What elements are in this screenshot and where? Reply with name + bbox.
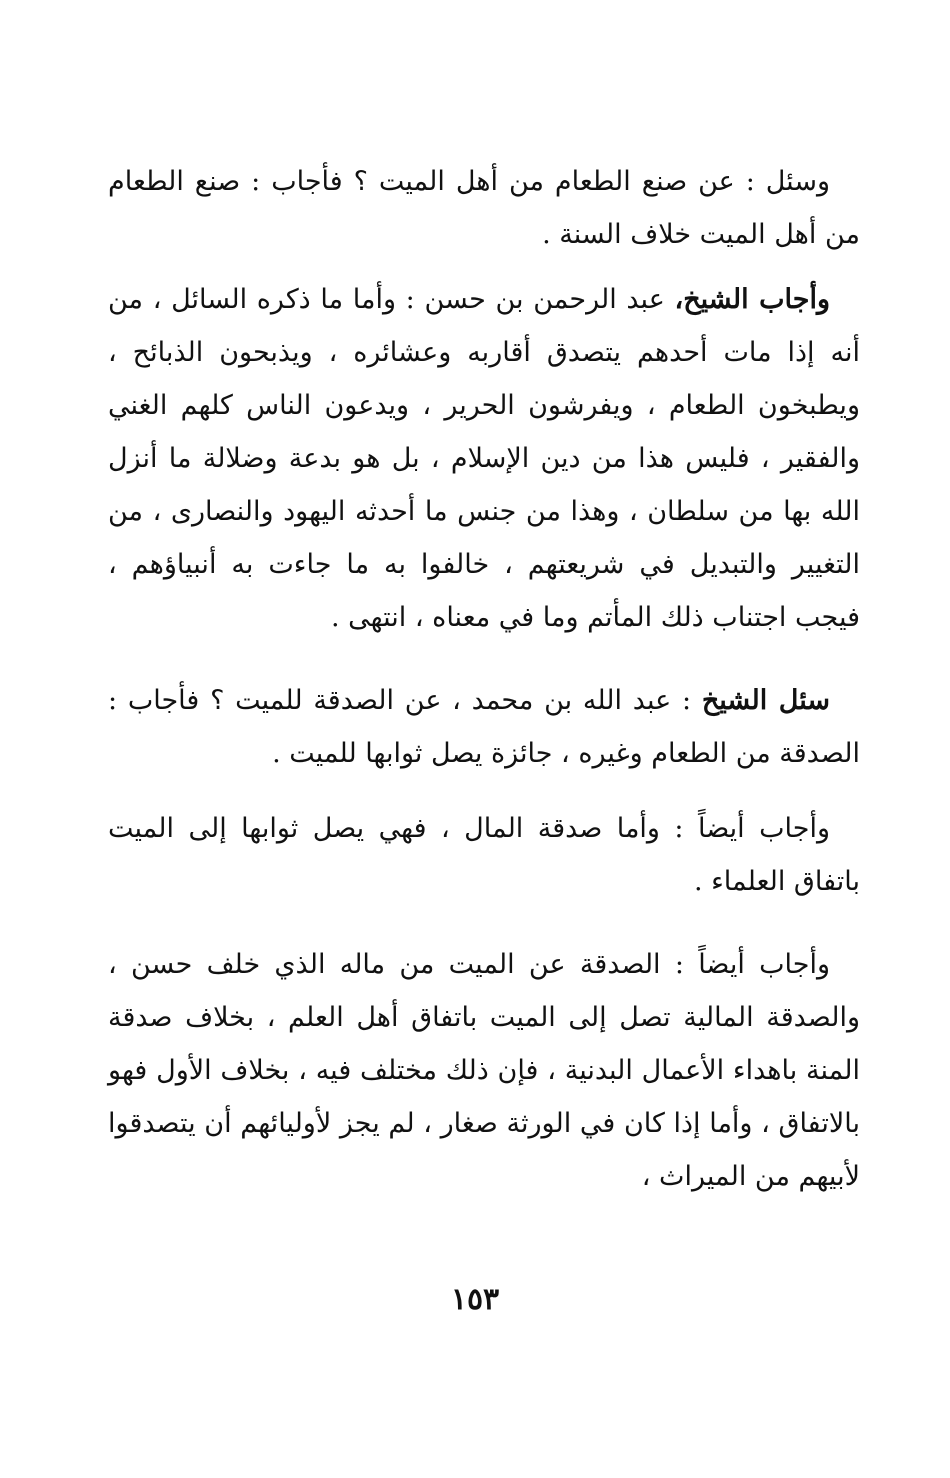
paragraph-5-text: وأجاب أيضاً : الصدقة عن الميت من ماله الذي خلف حسن ، والصدقة المالية تصل إلى الميت باتفاق أهل العلم ، بخلاف صدقة المنة باهداء الأعمال البدنية ، فإن ذلك مختلف فيه ، بخلاف الأول فهو بالاتفاق ، وأما إذا كان في الورثة صغار ، لم يجز لأوليائهم أن يتصدقوا لأبيهم من الميراث ، [108,949,860,1192]
paragraph-1 [108,155,860,261]
paragraph-3-lead: سئل الشيخ [701,685,830,716]
paragraph-2-text: عبد الرحمن بن حسن : وأما ما ذكره السائل ، من أنه إذا مات أحدهم يتصدق أقاربه وعشائره ، ويذبحون الذبائح ، ويطبخون الطعام ، ويفرشون الحرير ، ويدعون الناس كلهم الغني والفقير ، فليس هذا من دين الإسلام ، بل هو بدعة وضلالة ما أنزل الله بها من سلطان ، وهذا من جنس ما أحدثه اليهود والنصارى ، من التغيير والتبديل في شريعتهم ، خالفوا به ما جاءت به أنبياؤهم ، فيجب اجتناب ذلك المأتم وما في معناه ، انتهى . [108,284,860,633]
page-number: ١٥٣ [450,1282,500,1317]
paragraph-3-text: : عبد الله بن محمد ، عن الصدقة للميت ؟ فأجاب : الصدقة من الطعام وغيره ، جائزة يصل ثوابها للميت . [108,685,860,769]
paragraph-4 [108,802,860,908]
body-text [108,155,860,1203]
paragraph-5 [108,938,860,1203]
paragraph-2 [108,273,860,644]
paragraph-4-text: وأجاب أيضاً : وأما صدقة المال ، فهي يصل ثوابها إلى الميت باتفاق العلماء . [108,813,860,897]
paragraph-3 [108,674,860,780]
paragraph-1-text: وسئل : عن صنع الطعام من أهل الميت ؟ فأجاب : صنع الطعام من أهل الميت خلاف السنة . [108,166,860,250]
paragraph-2-lead: وأجاب الشيخ، [674,284,830,315]
